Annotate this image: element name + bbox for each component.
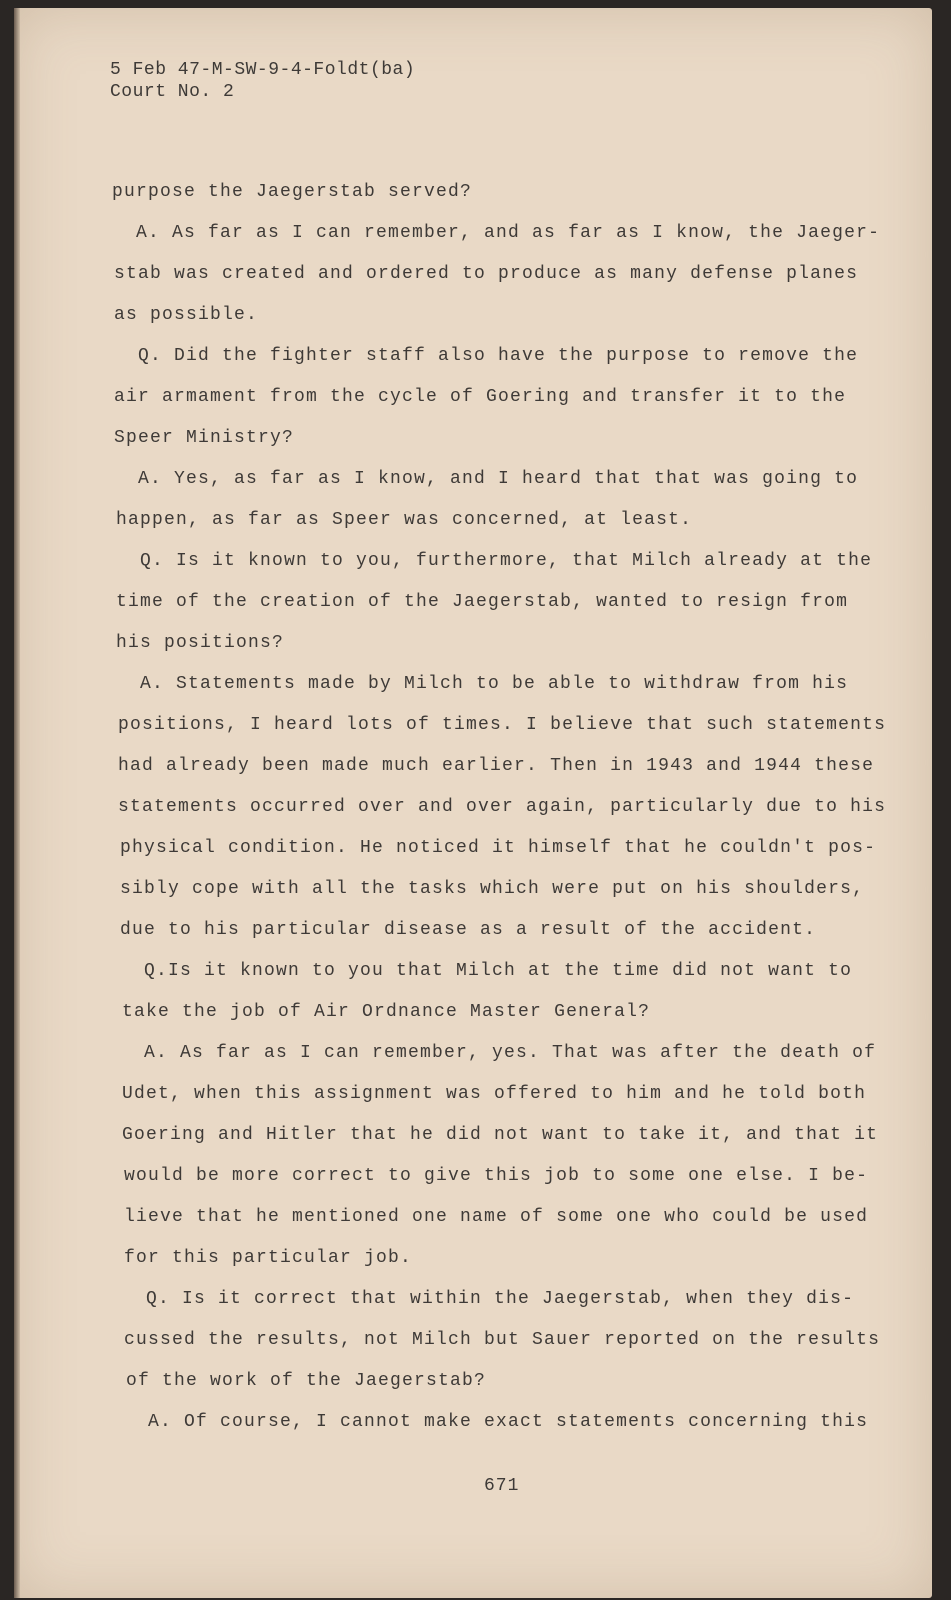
text-line: due to his particular disease as a result of the accident. xyxy=(120,920,817,940)
text-line: Q. Did the fighter staff also have the purpose to remove the xyxy=(138,346,859,366)
text-line: had already been made much earlier. Then in 1943 and 1944 these xyxy=(118,756,875,776)
page-binding-edge xyxy=(14,8,20,1598)
text-line: Goering and Hitler that he did not want to take it, and that it xyxy=(122,1125,879,1145)
text-line: happen, as far as Speer was concerned, at least. xyxy=(116,510,693,530)
header-reference-line: 5 Feb 47-M-SW-9-4-Foldt(ba) xyxy=(110,60,416,80)
text-line: A. Statements made by Milch to be able to withdraw from his xyxy=(140,674,849,694)
text-line: time of the creation of the Jaegerstab, wanted to resign from xyxy=(116,592,849,612)
text-line: A. Yes, as far as I know, and I heard that that was going to xyxy=(138,469,859,489)
text-line: positions, I heard lots of times. I believe that such statements xyxy=(118,715,887,735)
text-line: his positions? xyxy=(116,633,285,653)
text-line: A. As far as I can remember, and as far as I know, the Jaeger- xyxy=(136,223,881,243)
text-line: Q. Is it correct that within the Jaegerstab, when they dis- xyxy=(146,1289,855,1309)
text-line: physical condition. He noticed it himself that he couldn't pos- xyxy=(120,838,877,858)
header-court-line: Court No. 2 xyxy=(110,82,235,102)
text-line: sibly cope with all the tasks which were put on his shoulders, xyxy=(120,879,865,899)
text-line: Udet, when this assignment was offered to him and he told both xyxy=(122,1084,867,1104)
text-line: A. As far as I can remember, yes. That was after the death of xyxy=(144,1043,877,1063)
text-line: take the job of Air Ordnance Master General? xyxy=(122,1002,651,1022)
text-line: A. Of course, I cannot make exact statements concerning this xyxy=(148,1412,869,1432)
document-page xyxy=(14,8,932,1598)
text-line: Q. Is it known to you, furthermore, that Milch already at the xyxy=(140,551,873,571)
text-line: cussed the results, not Milch but Sauer reported on the results xyxy=(124,1330,881,1350)
text-line: would be more correct to give this job to some one else. I be- xyxy=(124,1166,869,1186)
text-line: air armament from the cycle of Goering and transfer it to the xyxy=(114,387,847,407)
text-line: purpose the Jaegerstab served? xyxy=(112,182,473,202)
text-line: of the work of the Jaegerstab? xyxy=(126,1371,487,1391)
text-line: stab was created and ordered to produce as many defense planes xyxy=(114,264,859,284)
text-line: statements occurred over and over again, particularly due to his xyxy=(118,797,887,817)
text-line: lieve that he mentioned one name of some one who could be used xyxy=(124,1207,869,1227)
page-number: 671 xyxy=(484,1476,520,1496)
text-line: as possible. xyxy=(114,305,259,325)
text-line: for this particular job. xyxy=(124,1248,413,1268)
text-line: Speer Ministry? xyxy=(114,428,295,448)
text-line: Q.Is it known to you that Milch at the time did not want to xyxy=(144,961,853,981)
